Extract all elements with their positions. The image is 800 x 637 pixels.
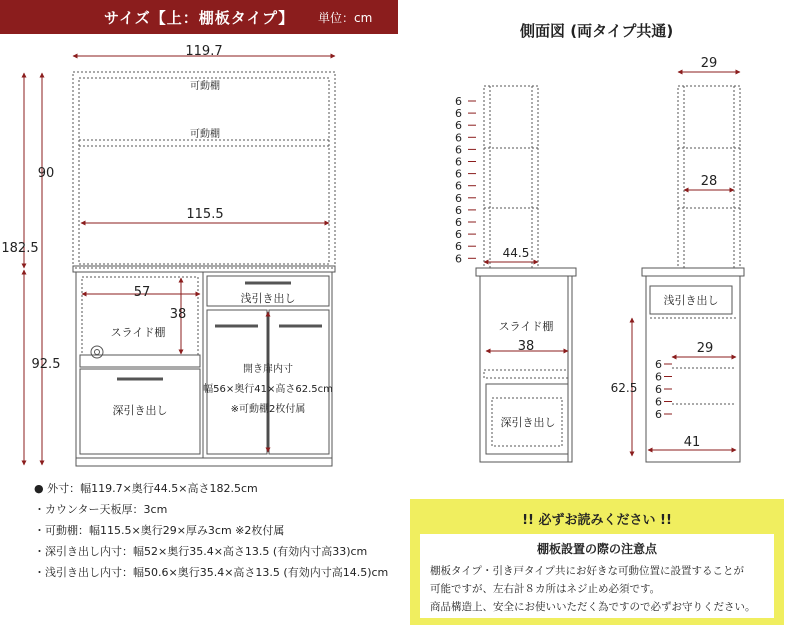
side-a-dimensions: [484, 262, 568, 351]
side-b-dim41-label: 41: [683, 435, 701, 450]
side-a-deep-label: 深引き出し: [500, 416, 556, 429]
spec-line: ・カウンター天板厚：3cm: [34, 503, 168, 516]
door-dims: 幅56×奥行41×高さ62.5cm: [203, 384, 333, 395]
notice-line: 可能ですが、左右計８カ所はネジ止め必須です。: [430, 583, 661, 595]
interval-label: 6: [455, 179, 462, 193]
side-b-shallow-label: 浅引き出し: [663, 294, 719, 307]
side-a-dim38-label: 38: [517, 339, 535, 354]
notice-subheading: 棚板設置の際の注意点: [536, 542, 657, 556]
spec-line: ・浅引き出し内寸：幅50.6×奥行35.4×高さ13.5 (有効内寸高14.5)cm: [34, 566, 389, 579]
slide-shelf-front: [80, 355, 200, 367]
notice-heading: !! 必ずお読みください !!: [522, 513, 672, 528]
side-a-body: [480, 276, 572, 462]
side-b-mid28-label: 28: [700, 174, 718, 189]
interval-label: 6: [455, 203, 462, 217]
interval-label: 6: [455, 228, 462, 242]
slide-shelf-label: スライド棚: [110, 326, 166, 339]
side-a-hutch: [484, 86, 538, 268]
side-a-slide-label: スライド棚: [498, 320, 554, 333]
notice-box: [410, 499, 784, 625]
header-title: サイズ【上：棚板タイプ】: [104, 9, 295, 27]
side-a-slide-shelf: [484, 370, 568, 378]
deep-drawer-label: 深引き出し: [112, 404, 168, 417]
interval-label: 6: [655, 358, 662, 371]
side-b-counter: [642, 268, 744, 276]
side-b-interval-labels: [655, 358, 672, 421]
plinth: [76, 458, 332, 466]
spec-line: ・深引き出し内寸：幅52×奥行35.4×高さ13.5 (有効内寸高33)cm: [34, 545, 368, 558]
side-b-dim29-label: 29: [696, 341, 714, 356]
spec-line: ● 外寸：幅119.7×奥行44.5×高さ182.5cm: [34, 482, 258, 495]
interval-label: 6: [455, 119, 462, 133]
interval-label: 6: [455, 240, 462, 254]
interval-label: 6: [455, 191, 462, 205]
door-right: [269, 310, 329, 454]
upper-height-label: 90: [37, 166, 55, 181]
side-view-a: [476, 86, 576, 462]
side-b-dim62-label: 62.5: [610, 381, 638, 395]
hutch-outline: [73, 72, 335, 268]
spec-list: [34, 478, 388, 583]
side-a-depth-label: 44.5: [502, 246, 530, 260]
interval-label: 6: [455, 216, 462, 229]
shelf-label-1: 可動棚: [190, 81, 220, 92]
total-height-label: 182.5: [1, 241, 39, 256]
door-note: ※可動棚2枚付属: [230, 404, 306, 415]
inner-width-label: 115.5: [186, 207, 224, 222]
notice-line: 商品構造上、安全にお使いいただく為ですので必ずお守りください。: [430, 601, 756, 613]
caster-hub: [95, 350, 100, 355]
width-label: 119.7: [185, 44, 223, 59]
notice-body: [430, 562, 756, 616]
interval-label: 6: [655, 395, 662, 409]
notice-panel: [420, 534, 774, 618]
side-b-top29-label: 29: [700, 56, 718, 71]
interval-label: 6: [455, 131, 462, 145]
side-b-dimensions: [632, 72, 740, 456]
interval-label: 6: [455, 95, 462, 108]
interval-label: 6: [455, 143, 462, 157]
side-view-title: 側面図 (両タイプ共通): [520, 22, 674, 40]
side-a-counter: [476, 268, 576, 276]
caster-icon: [91, 346, 103, 358]
door-title: 開き扉内寸: [243, 364, 293, 375]
interval-label: 6: [655, 370, 662, 384]
interval-label: 6: [455, 155, 462, 169]
dim-38-label: 38: [169, 307, 187, 322]
shelf-label-2: 可動棚: [190, 129, 220, 140]
notice-line: 棚板タイプ・引き戸タイプ共にお好きな可動位置に設置することが: [430, 565, 744, 577]
shallow-drawer-label: 浅引き出し: [240, 292, 296, 305]
door-left: [207, 310, 267, 454]
interval-label: 6: [455, 252, 462, 266]
interval-label: 6: [655, 408, 662, 421]
hutch-inner: [79, 78, 329, 264]
side-a-interval-labels: [455, 95, 476, 265]
interval-label: 6: [455, 107, 462, 121]
interval-label: 6: [455, 167, 462, 181]
unit-label: 単位：cm: [318, 11, 373, 25]
interval-label: 6: [655, 383, 662, 396]
lower-height-label: 92.5: [31, 357, 61, 372]
counter-top: [73, 266, 335, 272]
dim-57-label: 57: [133, 285, 151, 300]
spec-line: ・可動棚：幅115.5×奥行29×厚み3cm ※2枚付属: [34, 524, 285, 537]
